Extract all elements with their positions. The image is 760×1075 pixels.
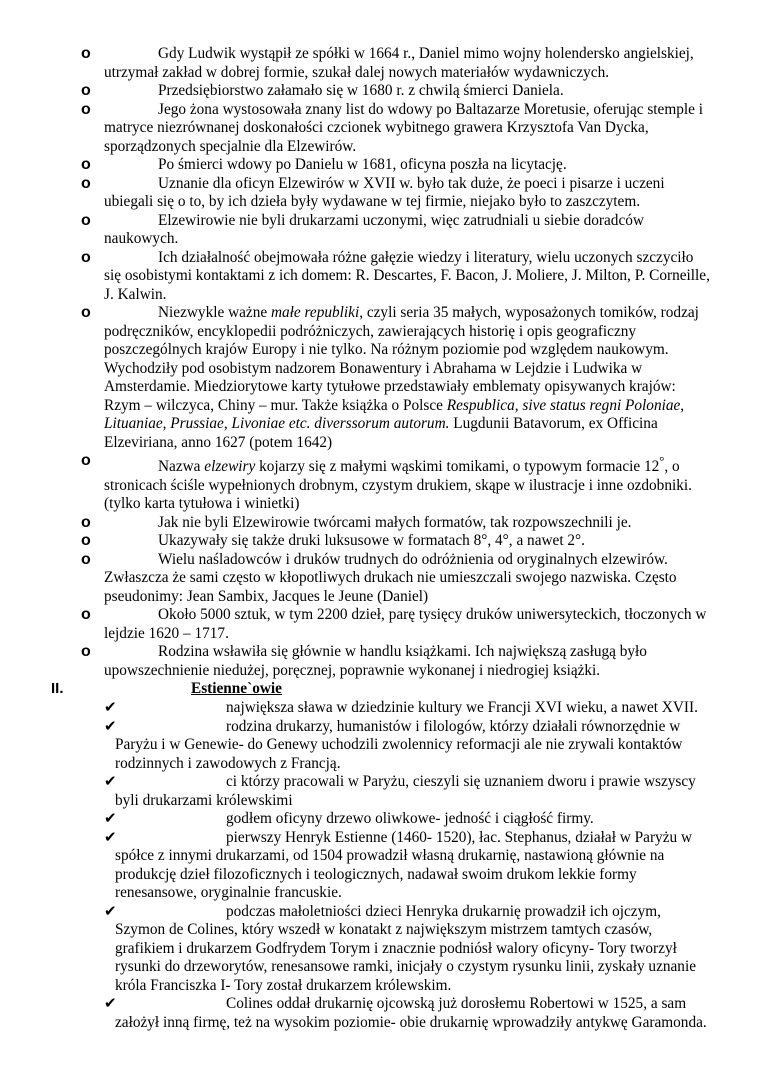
text-segment: kojarzy się z małymi wąskimi tomikami, o typowym formacie 12 [255,458,660,476]
bullet-o: o [81,248,91,266]
checklist-item-text: Colines oddał drukarnię ojcowską już dorosłemu Robertowi w 1525, a sam założył inną firmę, też na wysokim poziomie- obie drukarnię wprowadziły antykwę Garamonda. [115,995,707,1031]
bullet-o: o [81,304,91,321]
bullet-o: o [81,156,91,173]
checklist-item [0,773,760,810]
list-item-text: Przedsiębiorstwo załamało się w 1680 r. z chwilą śmierci Daniela. [158,82,564,99]
list-item-male-republiki [0,304,760,452]
list-item-elzewiry [0,452,760,514]
bullet-o: o [81,513,91,531]
bullet-o: o [81,45,91,62]
checklist-item [0,718,760,774]
checkmark-icon: ✔ [104,772,117,791]
checklist-item-text: godłem oficyny drzewo oliwkowe- jedność i ciągłość firmy. [226,810,594,828]
elzevir-bullet-list [0,45,760,1032]
bullet-o: o [81,550,91,568]
checklist-item-text: największa sława w dziedzinie kultury we Francji XVI wieku, a nawet XVII. [226,699,698,717]
list-item [0,643,760,680]
text-segment: Lugdunii Batavorum, ex Officina Elzeviriana, anno 1627 (potem 1642) [104,415,658,451]
checklist-item [0,699,760,718]
checklist-item-text: pierwszy Henryk Estienne (1460- 1520), łac. Stephanus, działał w Paryżu w spółce z innymi drukarzami, od 1504 prowadził własną drukarnię, nastawioną głównie na produkcję dzieł filozoficznych i teologicznych, nadawał swoim drukom lekkie formy renesansowe, oryginalnie francuskie. [115,828,693,902]
text-segment: Niezwykle ważne [158,304,271,321]
list-item [0,156,760,175]
checklist-item [0,995,760,1032]
list-item [0,175,760,212]
text-segment: Nazwa [158,458,205,476]
checklist-item [0,810,760,829]
checkmark-icon: ✔ [104,809,117,828]
italic-title-respublica: Respublica, sive status regni Poloniae, Lituaniae, Prussiae, Livoniae etc. diverssorum autorum. [104,396,685,432]
list-item [0,212,760,249]
list-item [0,514,760,533]
checklist-item [0,829,760,903]
bullet-o: o [81,606,91,624]
checklist-item-text: rodzina drukarzy, humanistów i filologów, którzy działali równorzędnie w Paryżu i w Genewie- do Genewy uchodzili zwolennicy reformacji ale nie zrywali kontaktów rodzinnych i zawodowych z Francją. [115,717,683,772]
list-item-text: Po śmierci wdowy po Danielu w 1681, oficyna poszła na licytację. [158,156,567,173]
list-item [0,532,760,551]
bullet-o: o [81,532,91,550]
italic-term-elzewiry: elzewiry [204,458,256,476]
list-item-text: Wielu naśladowców i druków trudnych do odróżnienia od oryginalnych elzewirów. Zwłaszcza że sami często w kłopotliwych drukach nie umieszczali swojego nazwiska. Często pseudonimy: Jean Sambix, Jacques le Jeune (Daniel) [104,550,677,605]
list-item-text: Jak nie byli Elzewirowie twórcami małych formatów, tak rozpowszechnili je. [158,513,632,531]
list-item [0,249,760,305]
section-numeral: II. [51,680,64,698]
bullet-o: o [81,100,91,118]
checklist-item-text: podczas małoletniości dzieci Henryka drukarnię prowadził ich ojczym, Szymon de Colines, który wszedł w konatakt z największym mistrzem tamtych czasów, grafikiem i drukarzem Godfrydem Torym i znacznie podniósł walory oficyny- Tory tworzył rysunki do drzeworytów, renesansowe ramki, inicjały o czystym rysunku linii, zyskały uznanie króla Franciszka I- Tory został drukarzem królewskim. [115,902,696,994]
list-item-text: Około 5000 sztuk, w tym 2200 dzieł, parę tysięcy druków uniwersyteckich, tłoczonych w lejdzie 1620 – 1717. [104,606,707,642]
list-item [0,101,760,157]
list-item [0,82,760,101]
section-title: Estienne`owie [191,680,282,698]
list-item-text: Elzewirowie nie byli drukarzami uczonymi, więc zatrudniali u siebie doradców naukowych. [104,211,644,247]
checkmark-icon: ✔ [104,901,117,920]
list-item-text: Rodzina wsławiła się głównie w handlu książkami. Ich największą zasługą było upowszechnienie niedużej, poręcznej, poprawnie wykonanej i niedrogiej książki. [104,643,647,679]
checkmark-icon: ✔ [104,827,117,846]
list-item [0,606,760,643]
bullet-o: o [81,211,91,229]
list-item-text: Ukazywały się także druki luksusowe w formatach 8°, 4°, a nawet 2°. [158,532,585,550]
checkmark-icon: ✔ [104,698,117,717]
list-item-text: Ich działalność obejmowała różne gałęzie wiedzy i literatury, wielu uczonych szczyciło się osobistymi kontaktami z ich domem: R. Descartes, F. Bacon, J. Moliere, J. Milton, P. Corneille, J. Kalwin. [104,248,710,303]
checkmark-icon: ✔ [104,716,117,735]
section-heading [0,680,760,699]
list-item-text: Gdy Ludwik wystąpił ze spółki w 1664 r., Daniel mimo wojny holendersko angielskiej, utrzymał zakład w dobrej formie, szukał dalej nowych materiałów wydawniczych. [104,45,694,81]
bullet-o: o [81,452,91,469]
list-item-text: Uznanie dla oficyn Elzewirów w XVII w. było tak duże, że poeci i pisarze i uczeni ubiegali się o to, by ich dzieła były wydawane w tej firmie, niejako było to zaszczytem. [104,174,665,210]
list-item [0,45,760,82]
checkmark-icon: ✔ [104,994,117,1013]
list-item [0,551,760,607]
italic-term-male-republiki: małe republiki [270,304,360,321]
bullet-o: o [81,174,91,192]
bullet-o: o [81,82,91,99]
checklist-item-text: ci którzy pracowali w Paryżu, cieszyli się uznaniem dworu i prawie wszyscy byli drukarzami królewskimi [115,773,696,809]
list-item-text: Jego żona wystosowała znany list do wdowy po Baltazarze Moretusie, oferując stemple i matryce niezrównanej doskonałości czcionek wybitnego grawera Krzysztofa Van Dycka, sporządzonych specjalnie dla Elzewirów. [104,100,704,155]
bullet-o: o [81,643,91,661]
degree-superscript: ° [659,454,665,468]
text-segment: , czyli seria 35 małych, wyposażonych tomików, rodzaj podręczników, encyklopedii podróżniczych, zawierających historię i opis geograficzny poszczególnych krajów Europy i nie tylko. Na różnym poziomie pod względem naukowym. Wychodziły pod osobistym nadzorem Bonawentury i Abrahama w Lejdzie i Ludwika w Amsterdamie. Miedziorytowe karty tytułowe przedstawiały emblematy opisywanych krajów: Rzym – wilczyca, Chiny – mur. Także książka o Polsce [104,304,699,414]
checklist-item [0,903,760,996]
text-segment: , o stronicach ściśle wypełnionych drobnym, czystym drukiem, skąpe w ilustracje i inne ozdobniki. (tylko karta tytułowa i winietki) [104,458,692,513]
